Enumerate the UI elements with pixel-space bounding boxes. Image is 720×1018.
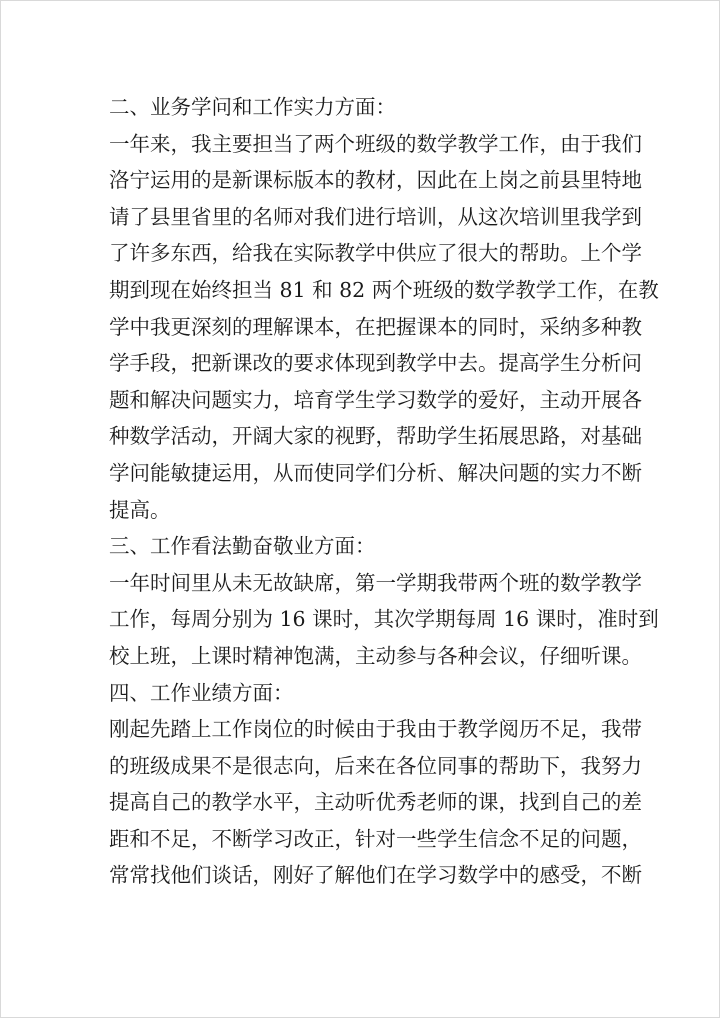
paragraph-line: 常常找他们谈话，刚好了解他们在学习数学中的感受，不断 <box>109 863 642 888</box>
document-body <box>109 89 659 894</box>
paragraph-line: 期到现在始终担当 81 和 82 两个班级的数学教学工作，在教 <box>109 277 659 302</box>
paragraph-line: 一年时间里从未无故缺席，第一学期我带两个班的数学教学 <box>109 570 642 595</box>
paragraph-line: 学问能敏捷运用，从而使同学们分析、解决问题的实力不断 <box>109 460 642 485</box>
paragraph-line: 提高自己的教学水平，主动听优秀老师的课，找到自己的差 <box>109 790 642 815</box>
section-heading-work-performance: 四、工作业绩方面： <box>109 680 294 705</box>
paragraph-line: 题和解决问题实力，培育学生学习数学的爱好，主动开展各 <box>109 387 642 412</box>
paragraph-line: 种数学活动，开阔大家的视野，帮助学生拓展思路，对基础 <box>109 424 642 449</box>
paragraph-line: 校上班，上课时精神饱满，主动参与各种会议，仔细听课。 <box>109 643 642 668</box>
section-heading-business-knowledge: 二、业务学问和工作实力方面： <box>109 95 396 119</box>
paragraph-line: 了许多东西，给我在实际教学中供应了很大的帮助。上个学 <box>109 241 642 266</box>
section-heading-work-attitude: 三、工作看法勤奋敬业方面： <box>109 534 376 559</box>
paragraph-line: 的班级成果不是很志向，后来在各位同事的帮助下，我努力 <box>109 753 642 778</box>
paragraph-line: 刚起先踏上工作岗位的时候由于我由于教学阅历不足，我带 <box>109 717 642 742</box>
paragraph-line: 一年来，我主要担当了两个班级的数学教学工作，由于我们 <box>109 131 642 156</box>
paragraph-line: 洛宁运用的是新课标版本的教材，因此在上岗之前县里特地 <box>109 168 642 193</box>
paragraph-line: 提高。 <box>109 497 171 522</box>
paragraph-line: 学中我更深刻的理解课本，在把握课本的同时，采纳多种教 <box>109 314 642 339</box>
paragraph-line: 距和不足，不断学习改正，针对一些学生信念不足的问题， <box>109 826 642 851</box>
paragraph-line: 请了县里省里的名师对我们进行培训，从这次培训里我学到 <box>109 204 642 229</box>
paragraph-line: 学手段，把新课改的要求体现到教学中去。提高学生分析问 <box>109 351 642 376</box>
paragraph-line: 工作，每周分别为 16 课时，其次学期每周 16 课时，准时到 <box>109 607 659 632</box>
